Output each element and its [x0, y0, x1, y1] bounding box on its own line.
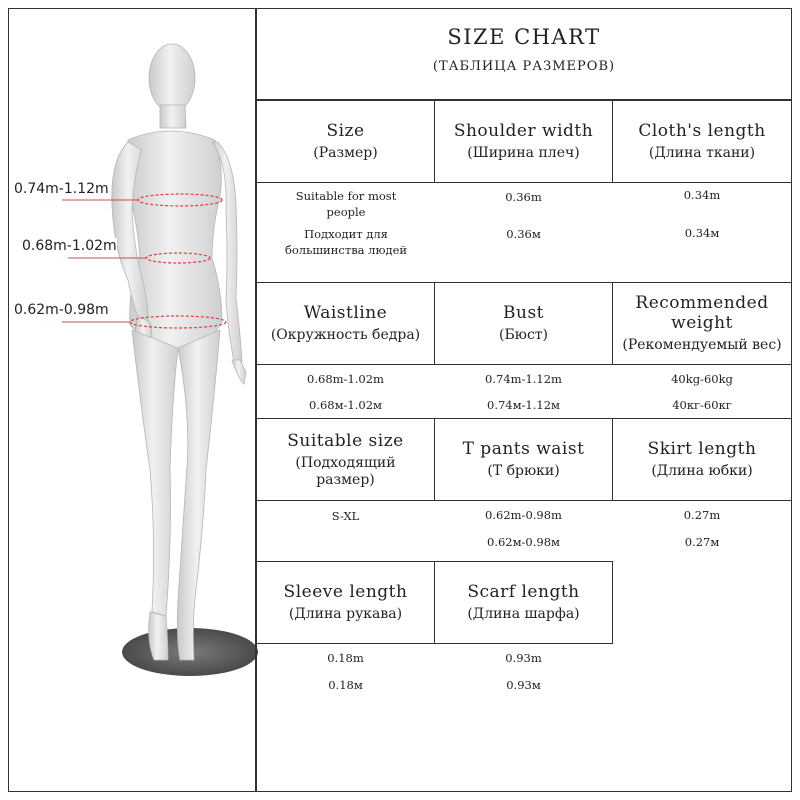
value-skirt-en: 0.27m — [683, 508, 721, 522]
value-weight-en: 40kg-60kg — [671, 372, 733, 386]
hip-measure-label: 0.62m-0.98m — [14, 302, 109, 318]
header-weight-ru: (Рекомендуемый вес) — [622, 337, 782, 353]
header-cloth-ru: (Длина ткани) — [648, 145, 756, 161]
value-sleeve-en: 0.18m — [327, 651, 364, 665]
value-scarf-en: 0.93m — [505, 651, 542, 665]
header-sleeve — [256, 561, 435, 644]
header-scarf-ru: (Длина шарфа) — [467, 606, 580, 622]
header-weight-en: Recommended weight — [635, 293, 769, 333]
value-tpants-ru: 0.62м-0.98м — [487, 535, 560, 549]
header-skirt — [612, 418, 792, 501]
value-scarf-ru: 0.93м — [506, 678, 541, 692]
header-cloth — [612, 100, 792, 183]
header-cloth-en: Cloth's length — [638, 121, 766, 141]
value-weight-ru: 40кг-60кг — [672, 398, 732, 412]
header-waist — [256, 282, 435, 365]
header-tpants — [434, 418, 613, 501]
bust-measure-label: 0.74m-1.12m — [14, 181, 109, 197]
header-size — [256, 100, 435, 183]
value-size-ru: Подходит для большинства людей — [284, 227, 408, 257]
header-shoulder — [434, 100, 613, 183]
header-shoulder-en: Shoulder width — [453, 121, 594, 141]
title-box — [256, 8, 792, 100]
header-shoulder-ru: (Ширина плеч) — [467, 145, 580, 161]
value-cloth-ru: 0.34м — [684, 226, 720, 240]
value-bust-ru: 0.74м-1.12м — [487, 398, 560, 412]
header-bust — [434, 282, 613, 365]
value-cloth-en: 0.34m — [683, 188, 721, 202]
header-size-en: Size — [326, 121, 365, 141]
header-suitable-ru: (Подходящий размер) — [295, 454, 396, 488]
header-bust-en: Bust — [503, 303, 544, 323]
page-title: SIZE CHART — [447, 25, 601, 49]
header-skirt-en: Skirt length — [647, 439, 757, 459]
header-sleeve-ru: (Длина рукава) — [288, 606, 403, 622]
header-tpants-en: T pants waist — [462, 439, 585, 459]
value-tpants-en: 0.62m-0.98m — [485, 508, 562, 522]
header-suitable — [256, 418, 435, 501]
value-bust-en: 0.74m-1.12m — [485, 372, 562, 386]
header-skirt-ru: (Длина юбки) — [651, 463, 753, 479]
waist-measure-label: 0.68m-1.02m — [22, 238, 117, 254]
header-suitable-en: Suitable size — [287, 430, 404, 451]
value-shoulder-ru: 0.36м — [506, 227, 541, 241]
header-weight — [612, 282, 792, 365]
page-subtitle: (ТАБЛИЦА РАЗМЕРОВ) — [432, 59, 616, 74]
header-sleeve-en: Sleeve length — [283, 582, 408, 602]
header-tpants-ru: (Т брюки) — [487, 463, 560, 479]
header-bust-ru: (Бюст) — [499, 327, 548, 343]
header-scarf-en: Scarf length — [467, 582, 580, 602]
value-sleeve-ru: 0.18м — [328, 678, 363, 692]
value-shoulder-en: 0.36m — [505, 190, 542, 204]
header-size-ru: (Размер) — [313, 145, 378, 161]
value-skirt-ru: 0.27м — [684, 535, 720, 549]
value-suitable-en: S-XL — [331, 509, 360, 523]
header-waist-en: Waistline — [303, 303, 388, 323]
value-waist-ru: 0.68м-1.02м — [309, 398, 382, 412]
value-size-en: Suitable for most people — [295, 189, 397, 219]
header-waist-ru: (Окружность бедра) — [270, 327, 421, 343]
header-scarf — [434, 561, 613, 644]
value-waist-en: 0.68m-1.02m — [307, 372, 384, 386]
